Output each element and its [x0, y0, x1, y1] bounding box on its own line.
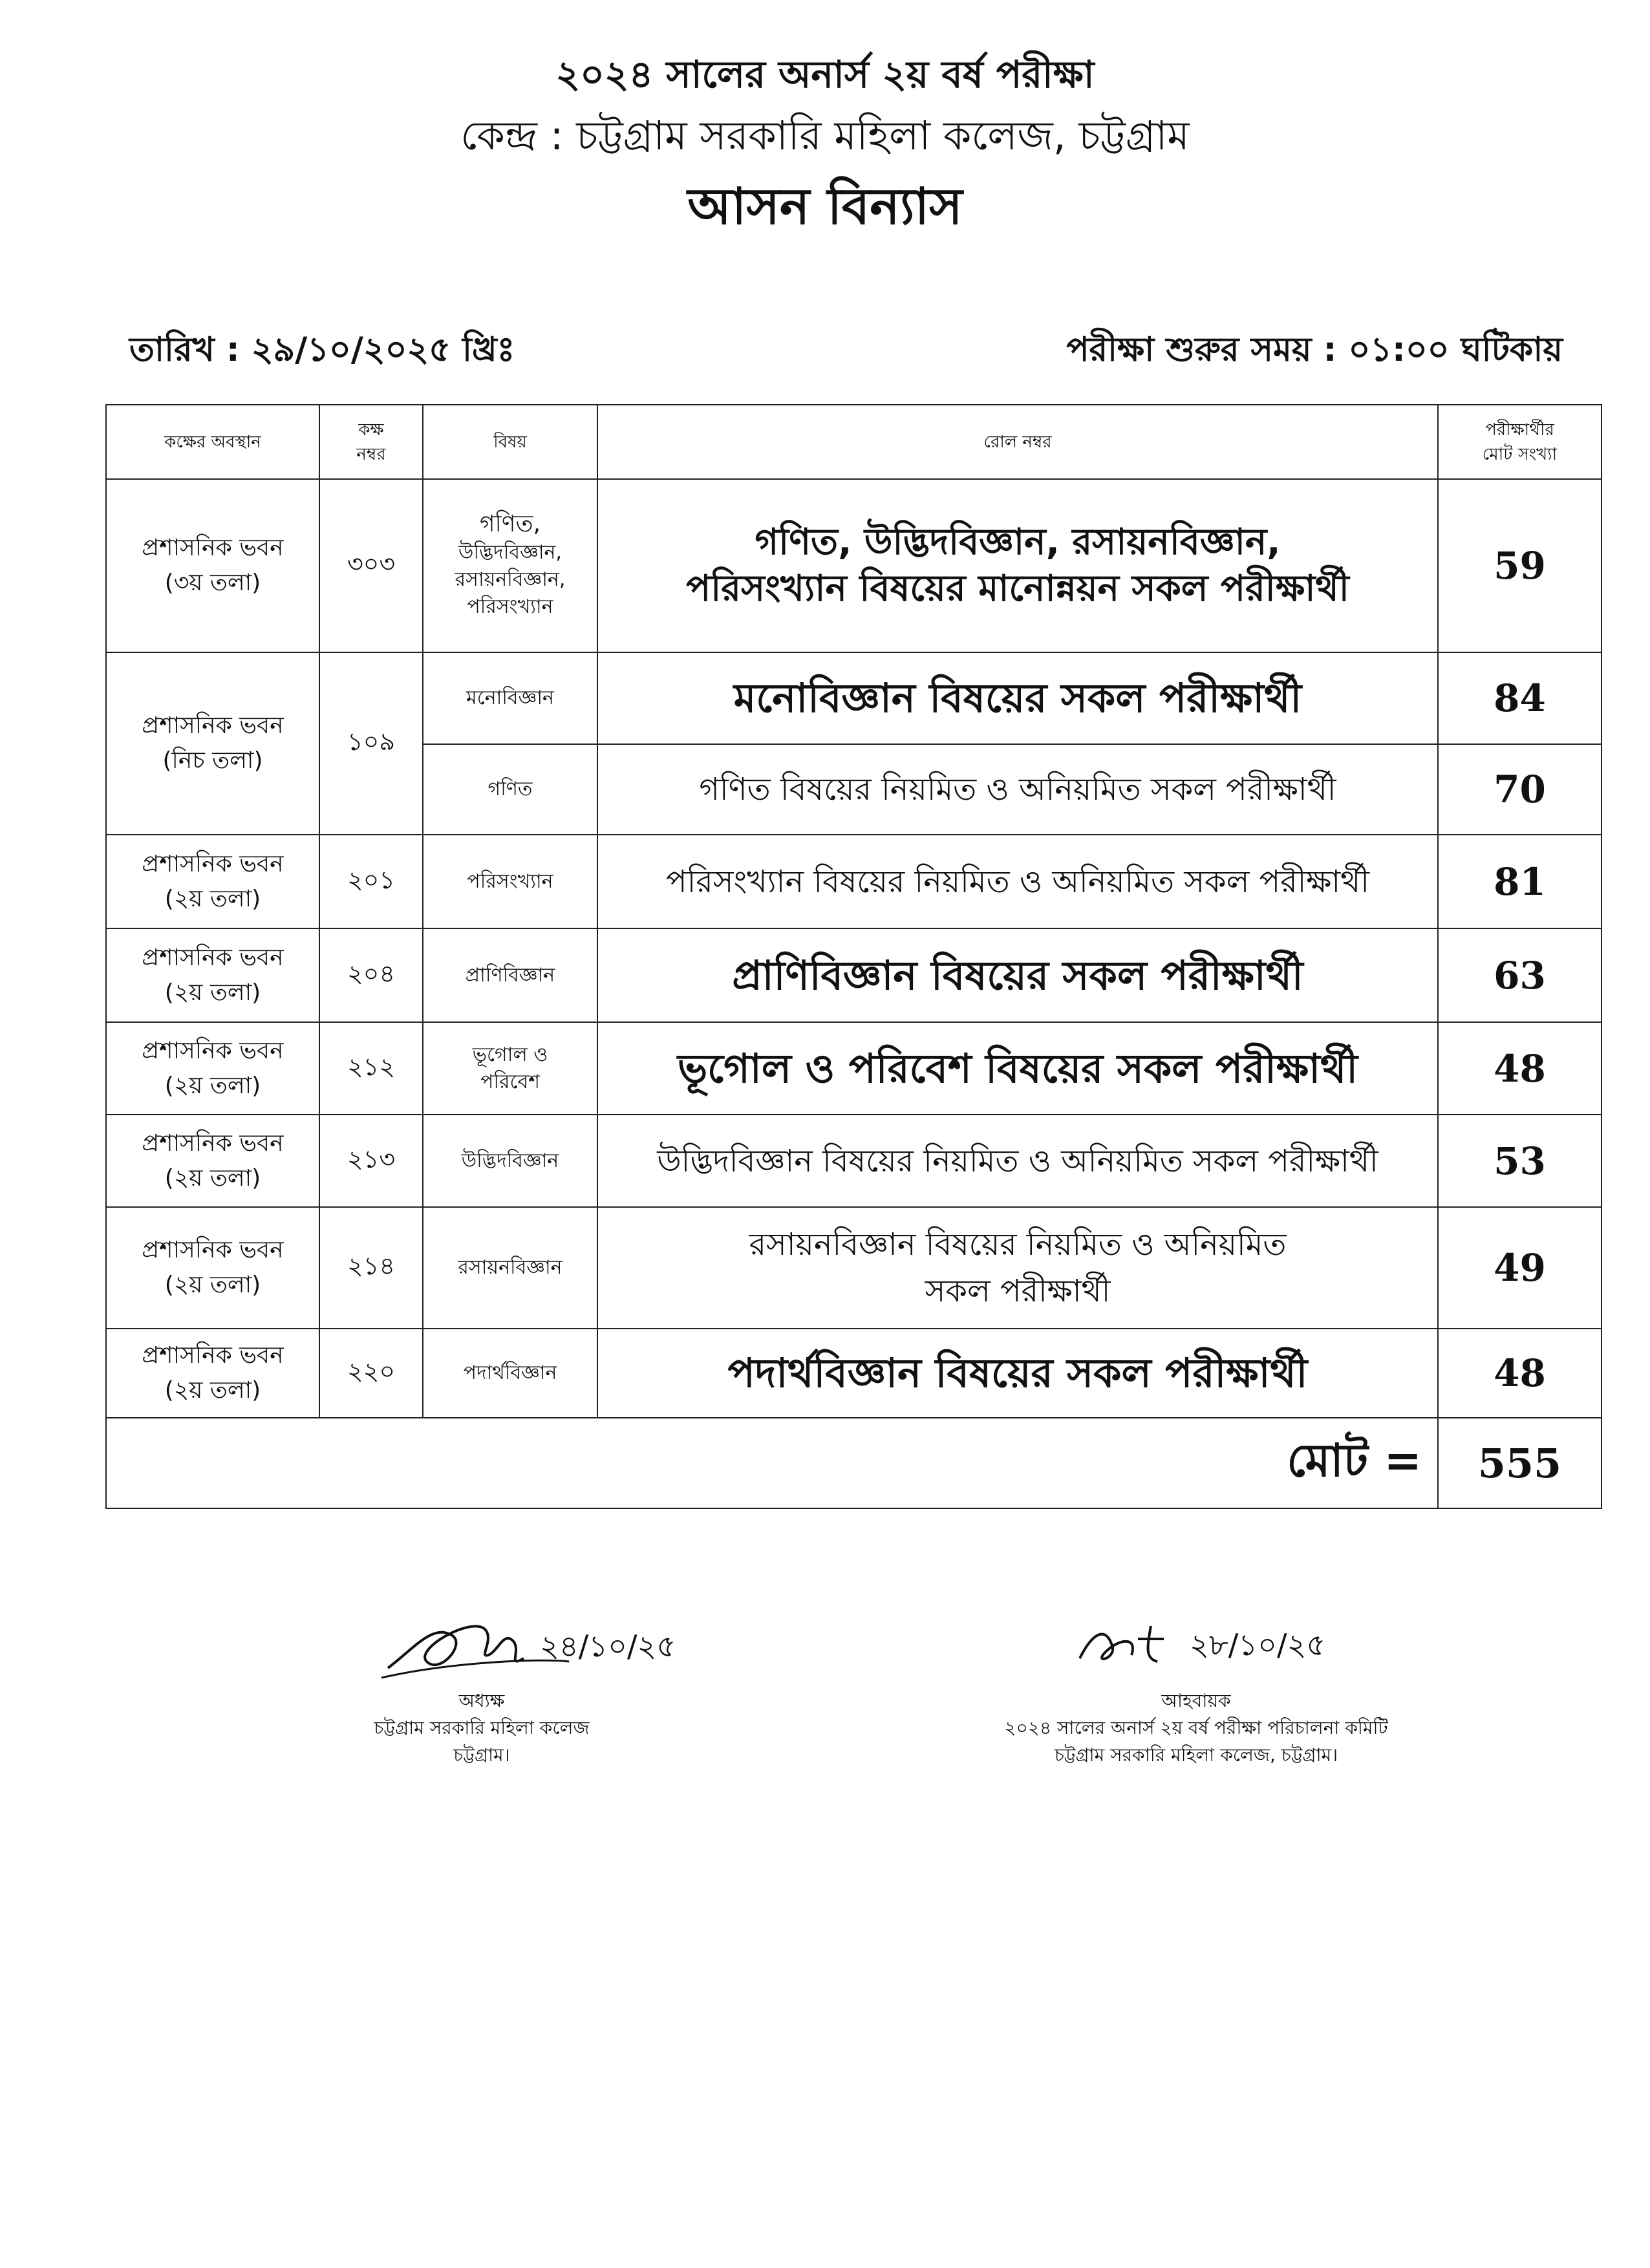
total-value: 555	[1438, 1418, 1602, 1508]
table-header-row	[106, 405, 1602, 479]
cell-subject: মনোবিজ্ঞান	[423, 652, 597, 744]
cell-roll: প্রাণিবিজ্ঞান বিষয়ের সকল পরীক্ষার্থী	[597, 928, 1438, 1022]
cell-location: প্রশাসনিক ভবন (২য় তলা)	[106, 1207, 319, 1329]
cell-location: প্রশাসনিক ভবন (২য় তলা)	[106, 1022, 319, 1115]
cell-subject: রসায়নবিজ্ঞান	[423, 1207, 597, 1329]
principal-signature	[375, 1597, 711, 1694]
table-row	[106, 1022, 1602, 1115]
cell-roll: রসায়নবিজ্ঞান বিষয়ের নিয়মিত ও অনিয়মিত সকল পরীক্ষার্থী	[597, 1207, 1438, 1329]
header-count: পরীক্ষার্থীর মোট সংখ্যা	[1438, 405, 1602, 479]
cell-subject: গণিত, উদ্ভিদবিজ্ঞান, রসায়নবিজ্ঞান, পরিসংখ্যান	[423, 479, 597, 652]
document-header	[0, 45, 1650, 246]
convener-title: আহবায়ক	[1161, 1690, 1231, 1711]
principal-block	[255, 1687, 708, 1769]
cell-count: 84	[1438, 652, 1602, 744]
exam-date: তারিখ : ২৯/১০/২০২৫ খ্রিঃ	[129, 330, 515, 369]
cell-location: প্রশাসনিক ভবন (২য় তলা)	[106, 928, 319, 1022]
table-row	[106, 1207, 1602, 1329]
seat-plan-title: আসন বিন্যাস	[687, 178, 963, 236]
table-total-row	[106, 1418, 1602, 1508]
cell-subject: পদার্থবিজ্ঞান	[423, 1329, 597, 1418]
table-row	[106, 1115, 1602, 1207]
cell-subject: উদ্ভিদবিজ্ঞান	[423, 1115, 597, 1207]
exam-start-time: পরীক্ষা শুরুর সময় : ০১:০০ ঘটিকায়	[1066, 330, 1563, 369]
exam-title: ২০২৪ সালের অনার্স ২য় বর্ষ পরীক্ষা	[555, 52, 1095, 96]
header-subject: বিষয়	[423, 405, 597, 479]
convener-signature	[1067, 1600, 1403, 1691]
cell-count: 48	[1438, 1329, 1602, 1418]
cell-count: 48	[1438, 1022, 1602, 1115]
cell-count: 49	[1438, 1207, 1602, 1329]
cell-roll: পরিসংখ্যান বিষয়ের নিয়মিত ও অনিয়মিত সকল পরীক্ষার্থী	[597, 835, 1438, 928]
cell-room: ২১৪	[319, 1207, 423, 1329]
cell-location: প্রশাসনিক ভবন (২য় তলা)	[106, 1329, 319, 1418]
header-room: কক্ষ নম্বর	[319, 405, 423, 479]
cell-room: ২০১	[319, 835, 423, 928]
cell-room: ২১২	[319, 1022, 423, 1115]
cell-count: 53	[1438, 1115, 1602, 1207]
cell-subject: প্রাণিবিজ্ঞান	[423, 928, 597, 1022]
cell-location: প্রশাসনিক ভবন (২য় তলা)	[106, 835, 319, 928]
cell-count: 70	[1438, 744, 1602, 835]
cell-room: ২০৪	[319, 928, 423, 1022]
header-location: কক্ষের অবস্থান	[106, 405, 319, 479]
cell-location: প্রশাসনিক ভবন (নিচ তলা)	[106, 652, 319, 835]
total-label: মোট =	[106, 1418, 1438, 1508]
cell-room: ২১৩	[319, 1115, 423, 1207]
principal-title: অধ্যক্ষ	[458, 1690, 505, 1711]
convener-signature-date: ২৮/১০/২৫	[1190, 1627, 1326, 1662]
convener-block	[873, 1687, 1519, 1769]
cell-room: ৩০৩	[319, 479, 423, 652]
cell-roll: গণিত বিষয়ের নিয়মিত ও অনিয়মিত সকল পরীক্ষার্থী	[597, 744, 1438, 835]
convener-org: চট্টগ্রাম সরকারি মহিলা কলেজ, চট্টগ্রাম।	[1054, 1744, 1338, 1766]
table-row	[106, 835, 1602, 928]
cell-count: 63	[1438, 928, 1602, 1022]
cell-roll: মনোবিজ্ঞান বিষয়ের সকল পরীক্ষার্থী	[597, 652, 1438, 744]
convener-committee: ২০২৪ সালের অনার্স ২য় বর্ষ পরীক্ষা পরিচালনা কমিটি	[1004, 1717, 1388, 1738]
principal-org: চট্টগ্রাম সরকারি মহিলা কলেজ	[374, 1717, 590, 1738]
table-row	[106, 928, 1602, 1022]
cell-count: 81	[1438, 835, 1602, 928]
principal-city: চট্টগ্রাম।	[453, 1744, 510, 1766]
seat-plan-table	[105, 404, 1602, 1509]
exam-center: কেন্দ্র : চট্টগ্রাম সরকারি মহিলা কলেজ, চট্টগ্রাম	[460, 112, 1190, 159]
cell-location: প্রশাসনিক ভবন (২য় তলা)	[106, 1115, 319, 1207]
header-roll: রোল নম্বর	[597, 405, 1438, 479]
cell-roll: গণিত, উদ্ভিদবিজ্ঞান, রসায়নবিজ্ঞান, পরিসংখ্যান বিষয়ের মানোন্নয়ন সকল পরীক্ষার্থী	[597, 479, 1438, 652]
cell-roll: পদার্থবিজ্ঞান বিষয়ের সকল পরীক্ষার্থী	[597, 1329, 1438, 1418]
cell-count: 59	[1438, 479, 1602, 652]
cell-subject: ভূগোল ও পরিবেশ	[423, 1022, 597, 1115]
cell-roll: উদ্ভিদবিজ্ঞান বিষয়ের নিয়মিত ও অনিয়মিত সকল পরীক্ষার্থী	[597, 1115, 1438, 1207]
table-row	[106, 1329, 1602, 1418]
principal-signature-date: ২৪/১০/২৫	[540, 1629, 676, 1664]
cell-subject: গণিত	[423, 744, 597, 835]
cell-location: প্রশাসনিক ভবন (৩য় তলা)	[106, 479, 319, 652]
cell-room: ১০৯	[319, 652, 423, 835]
table-row	[106, 479, 1602, 652]
cell-subject: পরিসংখ্যান	[423, 835, 597, 928]
table-row	[106, 652, 1602, 744]
cell-room: ২২০	[319, 1329, 423, 1418]
cell-roll: ভূগোল ও পরিবেশ বিষয়ের সকল পরীক্ষার্থী	[597, 1022, 1438, 1115]
